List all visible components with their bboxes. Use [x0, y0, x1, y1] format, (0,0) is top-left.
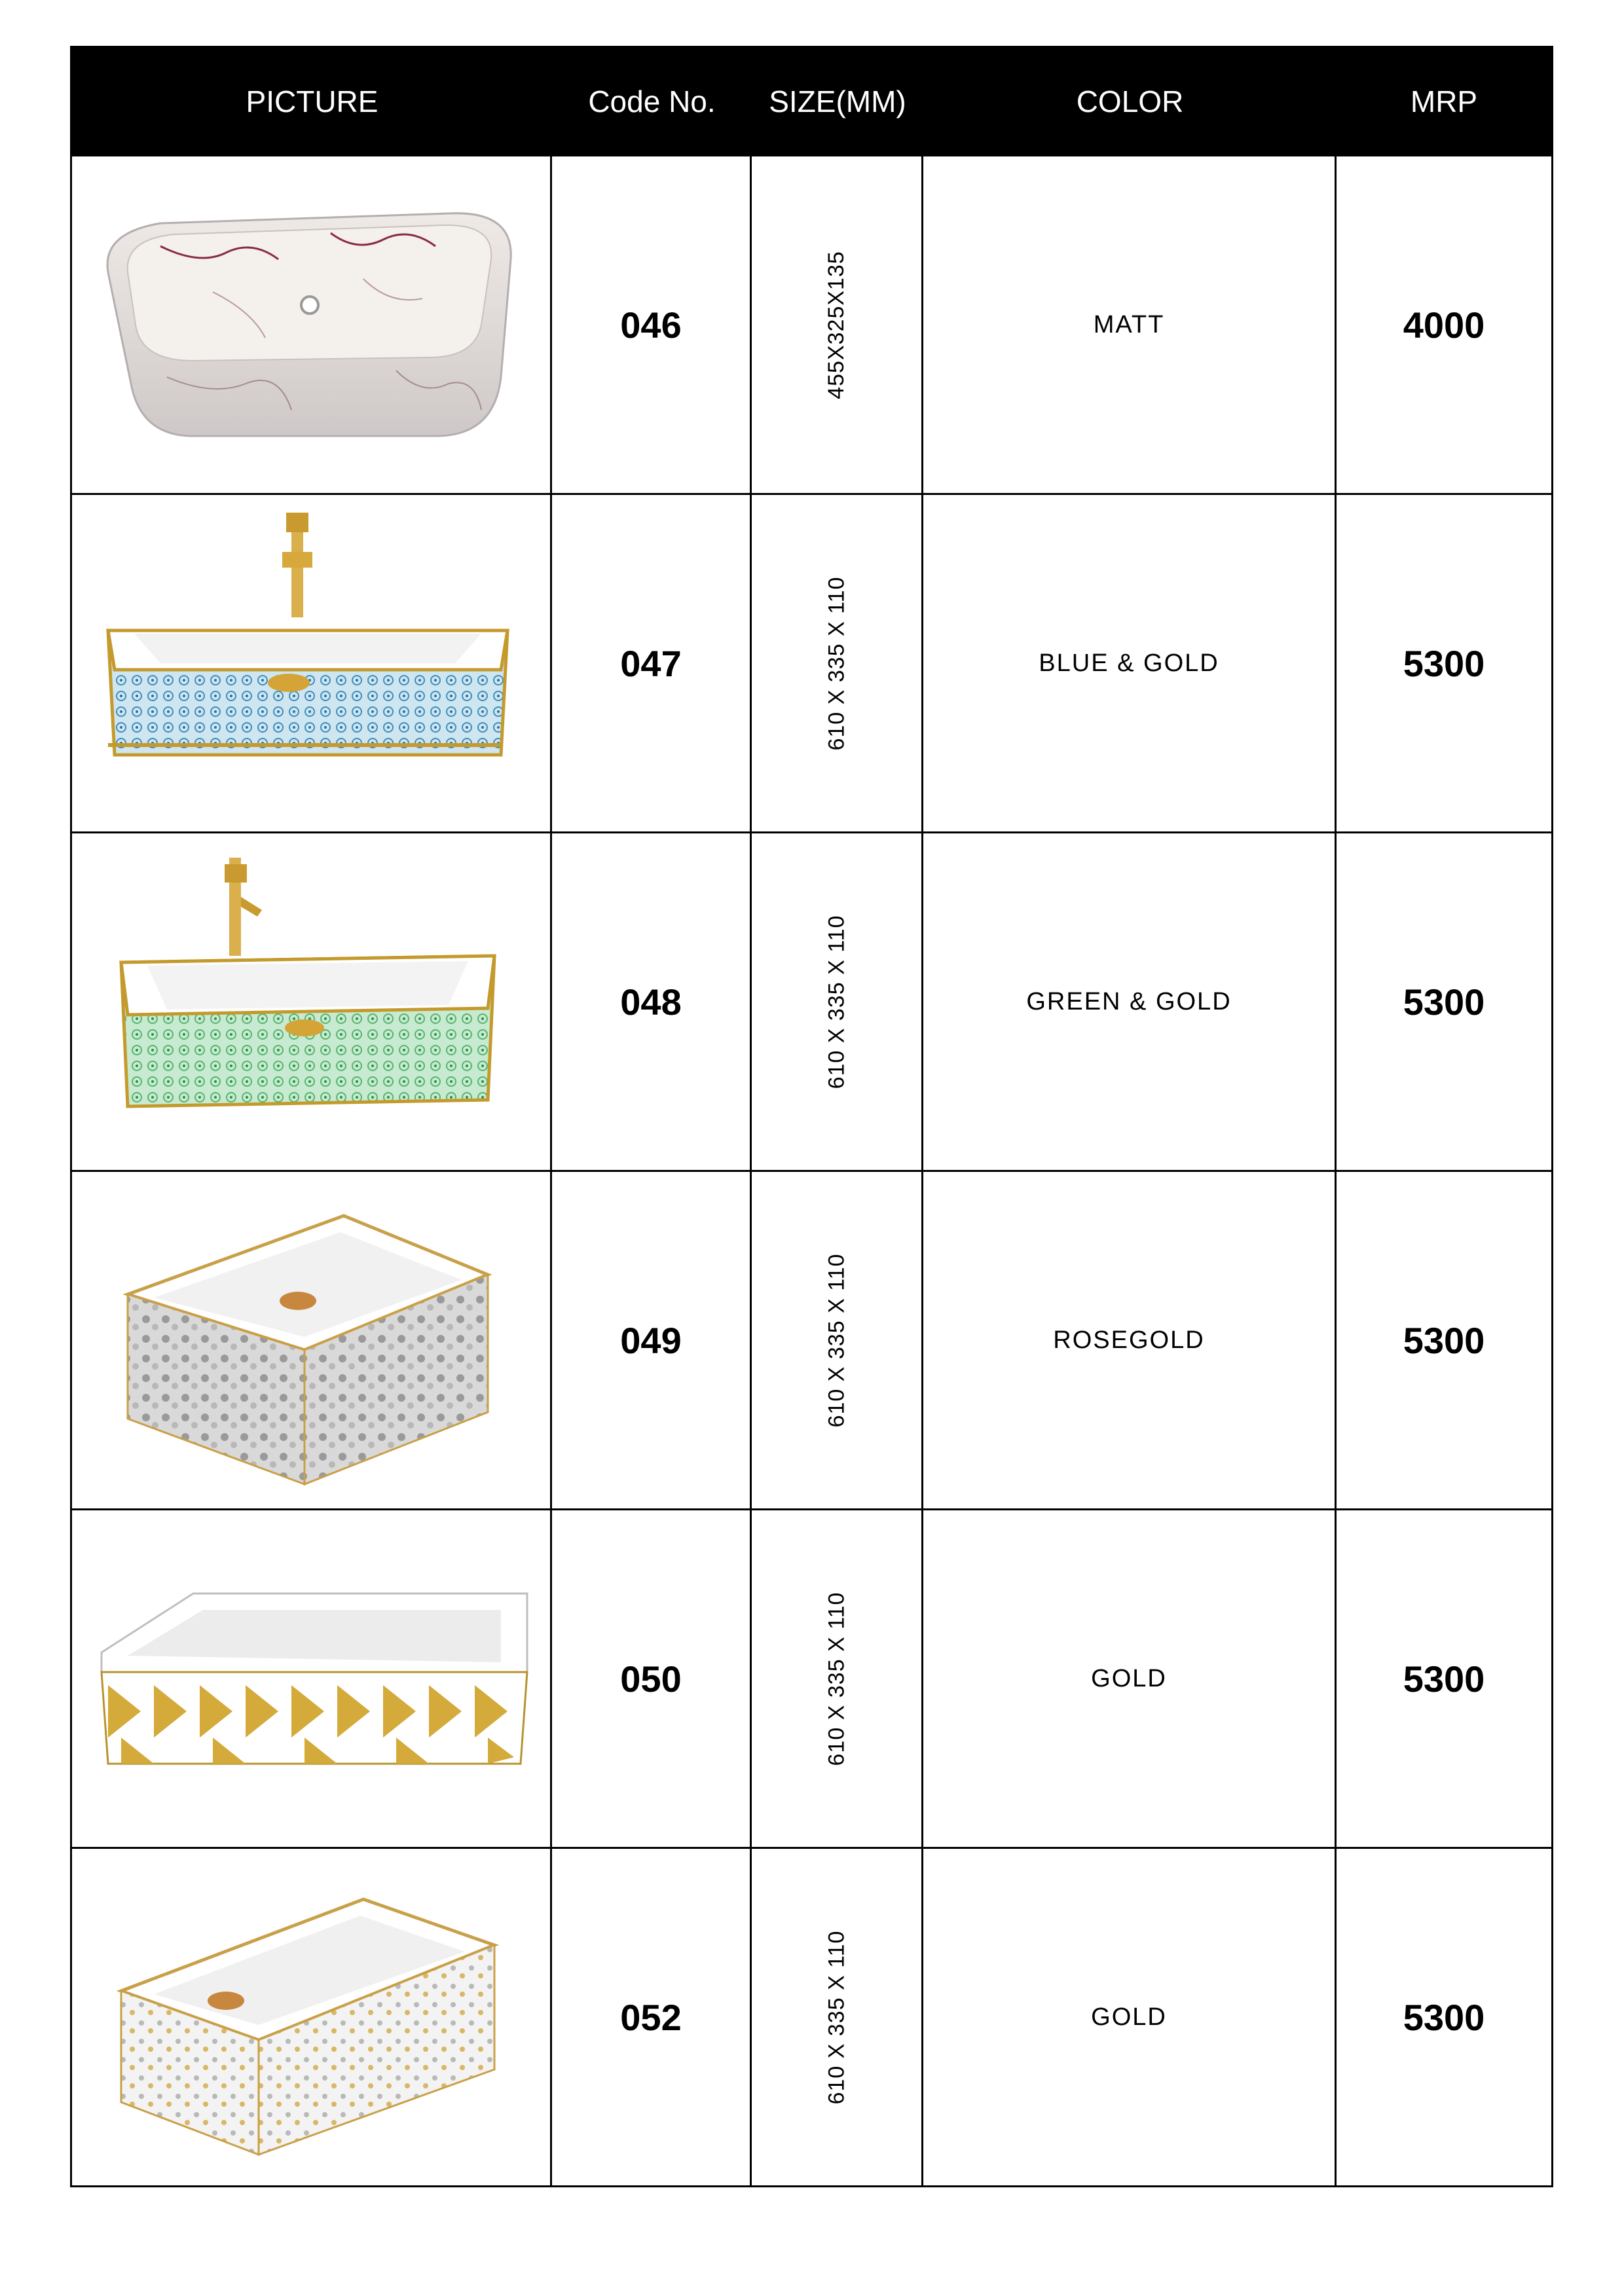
product-code: 047 [620, 642, 682, 684]
product-image-green-gold-basin [72, 833, 552, 1170]
product-color: ROSEGOLD [1053, 1326, 1205, 1354]
product-color: GREEN & GOLD [1026, 987, 1232, 1015]
table-row [72, 1508, 1551, 1847]
table-row [72, 155, 1551, 493]
header-size: SIZE(MM) [769, 84, 906, 118]
header-picture: PICTURE [246, 84, 378, 118]
product-color: MATT [1093, 310, 1165, 338]
product-mrp: 5300 [1403, 1996, 1485, 2038]
table-row [72, 1847, 1551, 2185]
product-color: GOLD [1091, 1664, 1167, 1692]
product-code: 048 [620, 981, 682, 1023]
product-image-marble-basin [72, 156, 552, 493]
price-table [70, 46, 1553, 2187]
table-row [72, 493, 1551, 831]
table-row [72, 831, 1551, 1170]
table-header [72, 48, 1551, 155]
product-code: 050 [620, 1658, 682, 1700]
header-mrp: MRP [1410, 84, 1478, 118]
product-mrp: 5300 [1403, 1319, 1485, 1361]
product-mrp: 4000 [1403, 304, 1485, 346]
product-color: GOLD [1091, 2003, 1167, 2031]
product-code: 046 [620, 304, 682, 346]
product-size: 610 X 335 X 110 [824, 1592, 849, 1766]
product-code: 052 [620, 1996, 682, 2038]
product-color: BLUE & GOLD [1039, 649, 1219, 677]
product-mrp: 5300 [1403, 981, 1485, 1023]
product-image-gold-floral-basin [72, 1849, 552, 2185]
product-size: 610 X 335 X 110 [824, 1930, 849, 2104]
table-row [72, 1170, 1551, 1508]
product-size: 610 X 335 X 110 [824, 576, 849, 750]
product-image-blue-gold-basin [72, 495, 552, 831]
product-image-rosegold-basin [72, 1172, 552, 1508]
product-code: 049 [620, 1319, 682, 1361]
product-size: 610 X 335 X 110 [824, 1253, 849, 1427]
header-color: COLOR [1076, 84, 1184, 118]
product-image-gold-chevron-basin [72, 1510, 552, 1847]
product-size: 455X325X135 [823, 250, 849, 399]
product-size: 610 X 335 X 110 [824, 915, 849, 1089]
product-mrp: 5300 [1403, 1658, 1485, 1700]
product-mrp: 5300 [1403, 642, 1485, 684]
header-code: Code No. [588, 84, 716, 118]
